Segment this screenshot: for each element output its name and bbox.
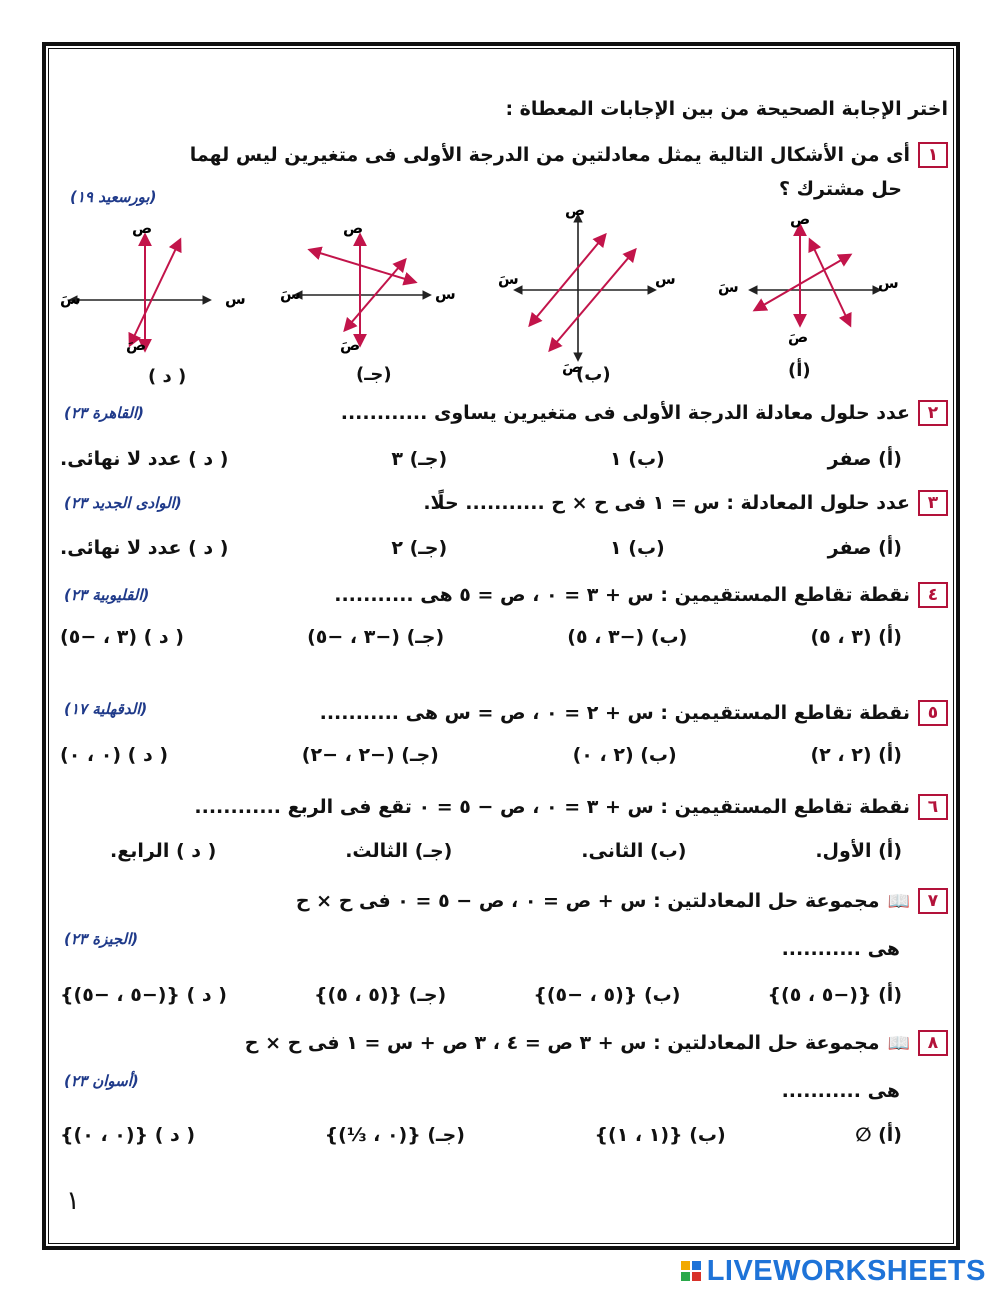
axis-y-neg-label: صَ — [126, 336, 147, 354]
option-b[interactable]: (ب) {(٥ ، −٥)} — [533, 984, 681, 1006]
axis-y-label: ص — [343, 219, 364, 237]
book-icon: 📖 — [887, 890, 910, 912]
question-number: ٦ — [918, 794, 948, 820]
liveworksheets-logo-icon — [681, 1261, 701, 1281]
question-text: عدد حلول معادلة الدرجة الأولى فى متغيرين يساوى ............ — [340, 402, 910, 424]
question-2 — [341, 400, 948, 426]
question-text-cont: هى ........... — [781, 1080, 900, 1102]
axis-x-label: س — [655, 270, 676, 288]
book-icon: 📖 — [887, 1032, 910, 1054]
graph-c — [280, 219, 456, 354]
page-number: ١ — [66, 1186, 80, 1216]
option-b[interactable]: (ب) ١ — [610, 537, 665, 559]
option-b[interactable]: (ب) {(١ ، ١)} — [594, 1124, 726, 1146]
graph-label-a: (أ) — [788, 360, 811, 381]
graph-b — [498, 201, 676, 376]
graph-label-c: (جـ) — [356, 364, 392, 385]
options-row — [60, 448, 902, 470]
option-c[interactable]: (جـ) (−٣ ، −٥) — [307, 626, 445, 648]
question-3 — [423, 490, 948, 516]
question-text: نقطة تقاطع المستقيمين : س + ٢ = ٠ ، ص = س هى ........... — [319, 702, 910, 724]
question-text: مجموعة حل المعادلتين : س + ٣ ص = ٤ ، ٣ ص + س = ١ فى ح × ح — [244, 1032, 880, 1054]
option-a[interactable]: (أ) صفر — [827, 448, 902, 470]
source-label: (الدقهلية ١٧) — [64, 700, 148, 718]
axis-x-neg-label: سَ — [498, 270, 519, 288]
option-c[interactable]: (جـ) الثالث. — [345, 840, 453, 862]
question-8 — [245, 1030, 948, 1056]
option-d[interactable]: ( د ) (٣ ، −٥) — [60, 626, 184, 648]
question-number: ٣ — [918, 490, 948, 516]
graph-label-d: ( د ) — [148, 366, 187, 387]
axis-x-label: س — [878, 274, 899, 292]
axis-x-label: س — [225, 290, 246, 308]
question-text: مجموعة حل المعادلتين : س + ص = ٠ ، ص − ٥ = ٠ فى ح × ح — [295, 890, 880, 912]
axis-y-label: ص — [790, 210, 811, 228]
source-label: (القاهرة ٢٣) — [64, 404, 145, 422]
axis-x-neg-label: سَ — [280, 285, 301, 303]
option-b[interactable]: (ب) (٢ ، ٠) — [572, 744, 677, 766]
options-row — [60, 984, 902, 1006]
source-label: (بورسعيد ١٩) — [70, 188, 157, 206]
axis-x-neg-label: سَ — [60, 290, 81, 308]
options-row — [60, 1124, 902, 1146]
question-4 — [334, 582, 948, 608]
question-number: ٧ — [918, 888, 948, 914]
option-a[interactable]: (أ) الأول. — [815, 840, 902, 862]
question-text: نقطة تقاطع المستقيمين : س + ٣ = ٠ ، ص − ٥ = ٠ تقع فى الربع ............ — [194, 796, 910, 818]
source-label: (الوادى الجديد ٢٣) — [64, 494, 182, 512]
liveworksheets-watermark — [681, 1256, 986, 1286]
graph-d — [60, 219, 246, 354]
option-c[interactable]: (جـ) (−٢ ، −٢) — [301, 744, 439, 766]
option-a[interactable]: (أ) (٢ ، ٢) — [810, 744, 902, 766]
option-a[interactable]: (أ) {(−٥ ، ٥)} — [767, 984, 902, 1006]
option-d[interactable]: ( د ) عدد لا نهائى. — [60, 448, 229, 470]
option-c[interactable]: (جـ) ٢ — [391, 537, 448, 559]
option-d[interactable]: ( د ) الرابع. — [110, 840, 217, 862]
question-text-cont: حل مشترك ؟ — [779, 178, 902, 200]
option-c[interactable]: (جـ) ٣ — [391, 448, 448, 470]
axis-x-label: س — [435, 285, 456, 303]
option-b[interactable]: (ب) ١ — [610, 448, 665, 470]
options-row — [110, 840, 902, 862]
options-row — [60, 537, 902, 559]
axis-y-neg-label: صَ — [562, 358, 583, 376]
option-a[interactable]: (أ) ∅ — [855, 1124, 902, 1146]
source-label: (الجيزة ٢٣) — [64, 930, 139, 948]
axis-y-label: ص — [132, 219, 153, 237]
axis-y-neg-label: صَ — [340, 336, 361, 354]
option-c[interactable]: (جـ) {(٥ ، ٥)} — [313, 984, 447, 1006]
question-7 — [296, 888, 948, 914]
option-a[interactable]: (أ) (٣ ، ٥) — [810, 626, 902, 648]
graph-a — [718, 210, 899, 346]
question-number: ٢ — [918, 400, 948, 426]
option-b[interactable]: (ب) (−٣ ، ٥) — [567, 626, 688, 648]
graph-label-b: (ب) — [576, 364, 611, 385]
option-d[interactable]: ( د ) {(٠ ، ٠)} — [60, 1124, 196, 1146]
question-6 — [194, 794, 948, 820]
option-d[interactable]: ( د ) عدد لا نهائى. — [60, 537, 229, 559]
question-text: أى من الأشكال التالية يمثل معادلتين من الدرجة الأولى فى متغيرين ليس لهما — [189, 144, 910, 166]
source-label: (القليوبية ٢٣) — [64, 586, 150, 604]
question-number: ١ — [918, 142, 948, 168]
option-a[interactable]: (أ) صفر — [827, 537, 902, 559]
option-b[interactable]: (ب) الثانى. — [581, 840, 687, 862]
option-d[interactable]: ( د ) {(−٥ ، −٥)} — [60, 984, 227, 1006]
question-number: ٤ — [918, 582, 948, 608]
options-row — [60, 744, 902, 766]
instruction: اختر الإجابة الصحيحة من بين الإجابات المعطاة : — [505, 98, 948, 120]
question-1 — [190, 142, 948, 168]
options-row — [60, 626, 902, 648]
option-d[interactable]: ( د ) (٠ ، ٠) — [60, 744, 169, 766]
question-number: ٥ — [918, 700, 948, 726]
option-c[interactable]: (جـ) {(٠ ، ⅓)} — [324, 1124, 465, 1146]
axis-x-neg-label: سَ — [718, 278, 739, 296]
question-text: نقطة تقاطع المستقيمين : س + ٣ = ٠ ، ص = ٥ هى ........... — [334, 584, 910, 606]
question-5 — [320, 700, 948, 726]
source-label: (أسوان ٢٣) — [64, 1072, 139, 1090]
watermark-text: LIVEWORKSHEETS — [706, 1254, 986, 1287]
axis-y-label: ص — [565, 201, 586, 219]
question-number: ٨ — [918, 1030, 948, 1056]
question-text-cont: هى ........... — [781, 938, 900, 960]
axis-y-neg-label: صَ — [788, 328, 809, 346]
question-text: عدد حلول المعادلة : س = ١ فى ح × ح ........... حلًا. — [423, 492, 910, 514]
